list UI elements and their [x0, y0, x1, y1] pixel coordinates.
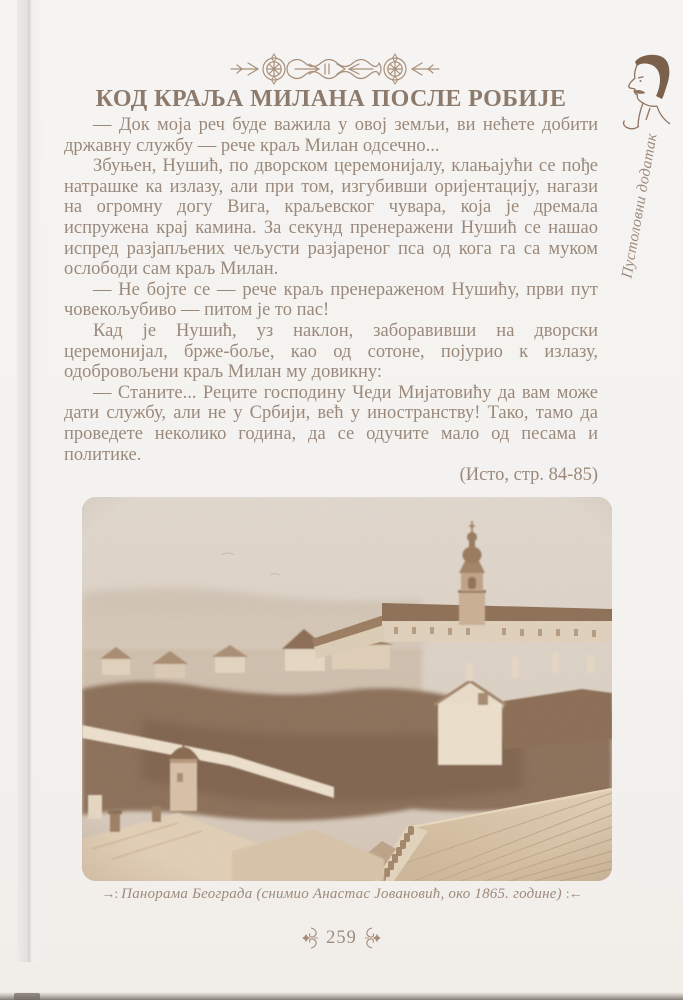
sepia-panorama-of-belgrade-photo: [82, 497, 612, 881]
paragraph: — Не бојте се — рече краљ пренераженом Нушићу, први пут човекољубиво — питом је то пас!: [64, 279, 598, 321]
page-number: 259: [326, 927, 357, 948]
arrow-rosette-divider-icon: [229, 50, 441, 88]
paragraph: Збуњен, Нушић, по дворском церемонијалу, клањајући се пође натрашке ка излазу, али при том, изгубивши оријентацију, нагази на огромну догу Вига, краљевског чувара, која је дремала испружена крај камина. За секунд пренеражени Нушић се нашао испред разјапљених чељусти разјареног пса од кога га са муком ослободи сам краљ Милан.: [64, 156, 598, 280]
scroll-star-flourish-icon: [364, 926, 381, 950]
caption-trail-arrow-icon: :←: [565, 887, 582, 902]
caption-lead-arrow-icon: →:: [101, 887, 118, 902]
scroll-star-flourish-icon: [302, 926, 319, 950]
sidebar-rubric-vertical-text: Пустоловни додатак: [618, 131, 661, 280]
photo-caption: [0, 886, 683, 903]
paragraph: — Станите... Реците господину Чеди Мијатовићу да вам може дати службу, али не у Србији, већ у иностранству! Тако, тамо да проведете неколико година, да се одучите мало од песама и политике.: [64, 382, 598, 465]
paragraph: Кад је Нушић, уз наклон, заборавивши на дворски церемонијал, брже-боље, као од сотоне, појурио к излазу, одобровољени краљ Милан му довикну:: [64, 320, 598, 383]
paragraph: — Док моја реч буде важила у овој земљи, ви нећете добити државну службу — рече краљ Милан одсечно...: [64, 115, 598, 156]
caption-text: Панорама Београда (снимио Анастас Јовановић, око 1865. године): [121, 886, 562, 902]
page-footer: [0, 926, 683, 950]
scan-corner-mark: [14, 993, 40, 1000]
article-body: [64, 115, 598, 486]
chapter-title: КОД КРАЉА МИЛАНА ПОСЛЕ РОБИЈЕ: [95, 86, 567, 112]
page-fold-shadow: [17, 0, 43, 962]
scan-bottom-edge: [0, 992, 683, 1000]
source-citation: (Исто, стр. 84-85): [459, 465, 598, 486]
